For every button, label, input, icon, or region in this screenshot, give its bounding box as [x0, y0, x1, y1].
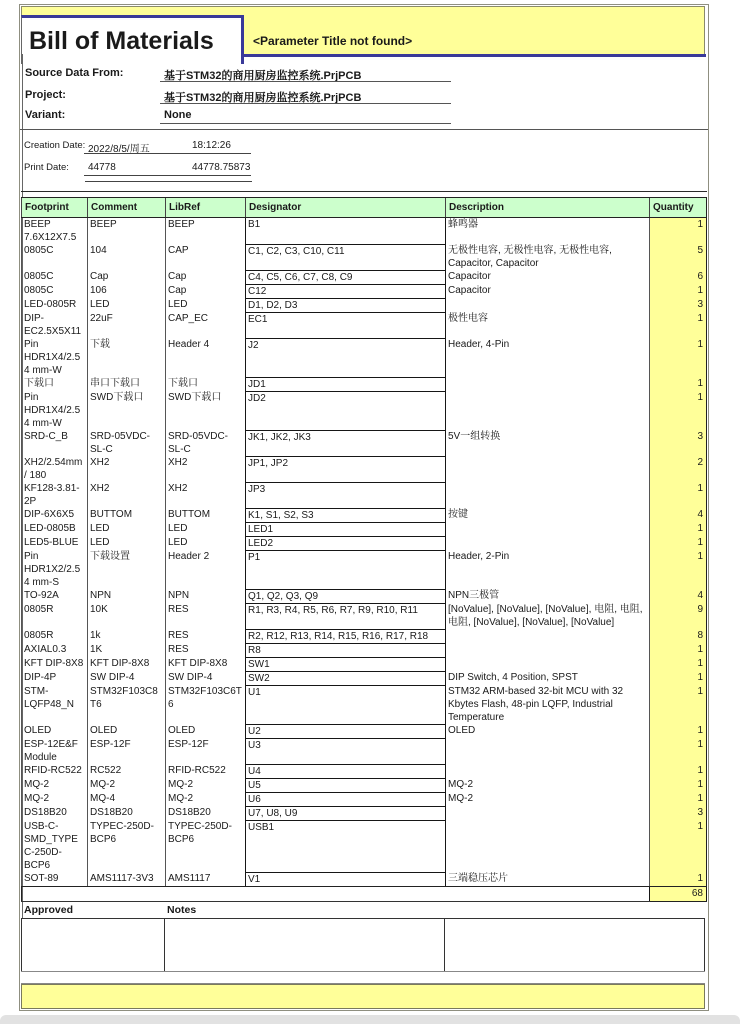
cell-quantity: 1	[650, 522, 707, 536]
bom-row	[22, 430, 707, 456]
project-value: 基于STM32的商用厨房监控系统.PrjPCB	[160, 89, 451, 104]
cell-quantity: 1	[650, 550, 707, 589]
creation-date-value: 2022/8/5/周五	[88, 144, 150, 155]
cell-quantity: 8	[650, 629, 707, 643]
cell-libref: ESP-12F	[166, 738, 246, 764]
cell-comment: 下载设置	[88, 550, 166, 589]
cell-designator: JD1	[246, 377, 446, 391]
cell-footprint: RFID-RC522	[22, 764, 88, 778]
cell-designator: U5	[246, 778, 446, 792]
bom-row	[22, 391, 707, 430]
cell-libref: Header 2	[166, 550, 246, 589]
cell-comment: 106	[88, 284, 166, 298]
cell-description	[446, 456, 650, 482]
cell-description	[446, 738, 650, 764]
cell-footprint: Pin HDR1X4/2.54 mm-W	[22, 338, 88, 377]
cell-description: 极性电容	[446, 312, 650, 338]
cell-designator: P1	[246, 550, 446, 589]
bom-row	[22, 338, 707, 377]
window-edge-bar	[0, 1015, 740, 1024]
cell-comment: RC522	[88, 764, 166, 778]
cell-designator: V1	[246, 872, 446, 886]
cell-quantity: 6	[650, 270, 707, 284]
cell-designator: JK1, JK2, JK3	[246, 430, 446, 456]
notes-label: Notes	[167, 903, 197, 916]
cell-comment: TYPEC-250D-BCP6	[88, 820, 166, 872]
bom-row	[22, 312, 707, 338]
cell-libref: NPN	[166, 589, 246, 603]
cell-quantity: 1	[650, 536, 707, 550]
cell-description: 5V一组转换	[446, 430, 650, 456]
cell-quantity: 1	[650, 391, 707, 430]
project-row	[20, 89, 708, 104]
cell-comment: KFT DIP-8X8	[88, 657, 166, 671]
cell-libref: KFT DIP-8X8	[166, 657, 246, 671]
cell-comment: ESP-12F	[88, 738, 166, 764]
cell-designator: B1	[246, 218, 446, 245]
cell-comment: BUTTOM	[88, 508, 166, 522]
cell-description: 三端稳压芯片	[446, 872, 650, 886]
cell-quantity: 1	[650, 872, 707, 886]
cell-footprint: SRD-C_B	[22, 430, 88, 456]
cell-designator: JD2	[246, 391, 446, 430]
section-divider	[20, 129, 708, 130]
cell-quantity: 1	[650, 724, 707, 738]
header-footprint: Footprint	[22, 198, 88, 218]
cell-footprint: 0805R	[22, 629, 88, 643]
creation-date-field	[84, 139, 251, 154]
cell-libref: DS18B20	[166, 806, 246, 820]
cell-libref: STM32F103C6T6	[166, 685, 246, 724]
bom-row	[22, 270, 707, 284]
bom-row	[22, 456, 707, 482]
bom-row	[22, 724, 707, 738]
cell-description	[446, 643, 650, 657]
bom-row	[22, 764, 707, 778]
variant-value: None	[160, 109, 451, 124]
source-label: Source Data From:	[25, 67, 124, 79]
bom-row	[22, 657, 707, 671]
cell-libref: OLED	[166, 724, 246, 738]
banner-accent-line	[242, 54, 706, 57]
cell-libref: BEEP	[166, 218, 246, 245]
cell-libref: SW DIP-4	[166, 671, 246, 685]
cell-designator: LED1	[246, 522, 446, 536]
cell-designator: D1, D2, D3	[246, 298, 446, 312]
cell-description	[446, 536, 650, 550]
bom-row	[22, 629, 707, 643]
cell-quantity: 1	[650, 312, 707, 338]
cell-comment: LED	[88, 298, 166, 312]
cell-designator: R8	[246, 643, 446, 657]
cell-footprint: TO-92A	[22, 589, 88, 603]
approved-box	[22, 919, 165, 979]
cell-footprint: 0805C	[22, 244, 88, 270]
approved-label: Approved	[24, 903, 74, 916]
bom-row	[22, 508, 707, 522]
cell-libref: 下载口	[166, 377, 246, 391]
bom-rows	[22, 218, 707, 887]
cell-quantity: 1	[650, 284, 707, 298]
cell-description: DIP Switch, 4 Position, SPST	[446, 671, 650, 685]
cell-libref: XH2	[166, 456, 246, 482]
bom-header-row	[22, 198, 707, 218]
cell-quantity: 9	[650, 603, 707, 629]
cell-footprint: USB-C-SMD_TYPEC-250D-BCP6	[22, 820, 88, 872]
cell-description: Header, 2-Pin	[446, 550, 650, 589]
bom-row	[22, 603, 707, 629]
cell-description: STM32 ARM-based 32-bit MCU with 32 Kbytes Flash, 48-pin LQFP, Industrial Temperature	[446, 685, 650, 724]
cell-libref: Cap	[166, 284, 246, 298]
cell-designator: C12	[246, 284, 446, 298]
cell-libref: BUTTOM	[166, 508, 246, 522]
cell-designator: U3	[246, 738, 446, 764]
cell-libref: LED	[166, 522, 246, 536]
cell-comment: AMS1117-3V3	[88, 872, 166, 886]
cell-libref: AMS1117	[166, 872, 246, 886]
cell-comment: 10K	[88, 603, 166, 629]
cell-libref: MQ-2	[166, 792, 246, 806]
cell-designator: SW2	[246, 671, 446, 685]
bom-row	[22, 298, 707, 312]
cell-quantity: 3	[650, 430, 707, 456]
cell-footprint: Pin HDR1X4/2.54 mm-W	[22, 391, 88, 430]
cell-libref: LED	[166, 298, 246, 312]
cell-quantity: 1	[650, 778, 707, 792]
cell-comment: SW DIP-4	[88, 671, 166, 685]
cell-quantity: 3	[650, 806, 707, 820]
cell-description	[446, 806, 650, 820]
page-title: Bill of Materials	[29, 26, 214, 55]
cell-description: 蜂鸣器	[446, 218, 650, 245]
cell-comment: SWD下载口	[88, 391, 166, 430]
bom-table	[21, 197, 707, 902]
cell-libref: XH2	[166, 482, 246, 508]
cell-description: 按键	[446, 508, 650, 522]
empty-date-underline	[85, 181, 252, 182]
cell-description: MQ-2	[446, 792, 650, 806]
bom-row	[22, 792, 707, 806]
cell-libref: RES	[166, 643, 246, 657]
cell-description	[446, 298, 650, 312]
bom-row	[22, 218, 707, 245]
cell-footprint: Pin HDR1X2/2.54 mm-S	[22, 550, 88, 589]
header-designator: Designator	[246, 198, 446, 218]
cell-designator: LED2	[246, 536, 446, 550]
bom-row	[22, 536, 707, 550]
cell-footprint: BEEP 7.6X12X7.5	[22, 218, 88, 245]
cell-designator: J2	[246, 338, 446, 377]
creation-date-label: Creation Date:	[24, 140, 86, 151]
cell-footprint: 0805C	[22, 270, 88, 284]
bom-row	[22, 377, 707, 391]
cell-description	[446, 482, 650, 508]
cell-description: Capacitor	[446, 284, 650, 298]
table-area	[21, 191, 707, 980]
parameter-title: <Parameter Title not found>	[253, 34, 413, 48]
bom-row	[22, 671, 707, 685]
cell-footprint: DIP-4P	[22, 671, 88, 685]
bom-row	[22, 778, 707, 792]
cell-designator: JP1, JP2	[246, 456, 446, 482]
cell-footprint: 0805R	[22, 603, 88, 629]
cell-designator: U2	[246, 724, 446, 738]
cell-comment: MQ-4	[88, 792, 166, 806]
cell-comment: SRD-05VDC-SL-C	[88, 430, 166, 456]
cell-description: Header, 4-Pin	[446, 338, 650, 377]
cell-designator: K1, S1, S2, S3	[246, 508, 446, 522]
total-quantity-cell: 68	[650, 886, 707, 901]
cell-description	[446, 764, 650, 778]
creation-date-row	[20, 139, 708, 154]
cell-footprint: DIP-6X6X5	[22, 508, 88, 522]
cell-comment: STM32F103C8T6	[88, 685, 166, 724]
creation-time-value: 18:12:26	[192, 140, 231, 151]
bottom-yellow-strip	[21, 984, 705, 1009]
cell-libref: CAP_EC	[166, 312, 246, 338]
cell-comment: Cap	[88, 270, 166, 284]
cell-designator: EC1	[246, 312, 446, 338]
cell-footprint: KFT DIP-8X8	[22, 657, 88, 671]
cell-comment: 104	[88, 244, 166, 270]
print-time-value: 44778.75873	[192, 162, 251, 173]
cell-footprint: LED5-BLUE	[22, 536, 88, 550]
cell-libref: MQ-2	[166, 778, 246, 792]
bom-row	[22, 589, 707, 603]
title-box	[21, 15, 244, 64]
cell-comment: OLED	[88, 724, 166, 738]
cell-footprint: XH2/2.54mm/ 180	[22, 456, 88, 482]
cell-designator: U7, U8, U9	[246, 806, 446, 820]
extra-box	[445, 919, 704, 979]
total-row-spacer	[22, 886, 650, 901]
bom-row	[22, 482, 707, 508]
cell-comment: 1K	[88, 643, 166, 657]
cell-comment: 串口下载口	[88, 377, 166, 391]
bom-row	[22, 522, 707, 536]
print-date-field	[84, 161, 251, 176]
cell-footprint: KF128-3.81-2P	[22, 482, 88, 508]
cell-footprint: LED-0805R	[22, 298, 88, 312]
bom-row	[22, 284, 707, 298]
cell-description	[446, 820, 650, 872]
cell-libref: TYPEC-250D-BCP6	[166, 820, 246, 872]
cell-quantity: 1	[650, 764, 707, 778]
cell-description	[446, 629, 650, 643]
header-description: Description	[446, 198, 650, 218]
cell-quantity: 4	[650, 508, 707, 522]
cell-footprint: MQ-2	[22, 792, 88, 806]
notes-box	[165, 919, 445, 979]
cell-footprint: 下载口	[22, 377, 88, 391]
print-date-row	[20, 161, 708, 176]
cell-quantity: 1	[650, 657, 707, 671]
cell-comment: XH2	[88, 456, 166, 482]
project-label: Project:	[25, 89, 66, 101]
cell-footprint: SOT-89	[22, 872, 88, 886]
cell-comment: XH2	[88, 482, 166, 508]
header-comment: Comment	[88, 198, 166, 218]
cell-libref: Header 4	[166, 338, 246, 377]
cell-libref: LED	[166, 536, 246, 550]
cell-designator: C4, C5, C6, C7, C8, C9	[246, 270, 446, 284]
cell-comment: NPN	[88, 589, 166, 603]
cell-footprint: ESP-12E&F Module	[22, 738, 88, 764]
bom-row	[22, 244, 707, 270]
cell-quantity: 1	[650, 338, 707, 377]
cell-comment: LED	[88, 536, 166, 550]
source-value: 基于STM32的商用厨房监控系统.PrjPCB	[160, 67, 451, 82]
variant-label: Variant:	[25, 109, 66, 121]
cell-designator: U1	[246, 685, 446, 724]
cell-footprint: DIP-EC2.5X5X11	[22, 312, 88, 338]
cell-designator: R2, R12, R13, R14, R15, R16, R17, R18	[246, 629, 446, 643]
cell-quantity: 1	[650, 377, 707, 391]
cell-designator: R1, R3, R4, R5, R6, R7, R9, R10, R11	[246, 603, 446, 629]
cell-description	[446, 377, 650, 391]
cell-footprint: AXIAL0.3	[22, 643, 88, 657]
cell-comment: BEEP	[88, 218, 166, 245]
cell-footprint: 0805C	[22, 284, 88, 298]
cell-quantity: 4	[650, 589, 707, 603]
cell-comment: 22uF	[88, 312, 166, 338]
cell-designator: U6	[246, 792, 446, 806]
cell-quantity: 2	[650, 456, 707, 482]
cell-footprint: DS18B20	[22, 806, 88, 820]
bom-document-page	[19, 4, 709, 1011]
cell-designator: USB1	[246, 820, 446, 872]
cell-libref: Cap	[166, 270, 246, 284]
print-date-value: 44778	[88, 162, 116, 173]
bom-row	[22, 738, 707, 764]
bottom-gap-row	[21, 971, 705, 984]
cell-libref: RFID-RC522	[166, 764, 246, 778]
header-quantity: Quantity	[650, 198, 707, 218]
cell-libref: CAP	[166, 244, 246, 270]
cell-libref: SWD下载口	[166, 391, 246, 430]
total-row	[22, 886, 707, 901]
cell-footprint: MQ-2	[22, 778, 88, 792]
cell-description	[446, 391, 650, 430]
cell-designator: SW1	[246, 657, 446, 671]
cell-description	[446, 657, 650, 671]
bom-row	[22, 550, 707, 589]
cell-quantity: 1	[650, 738, 707, 764]
footer-labels-row	[21, 902, 707, 918]
cell-comment: LED	[88, 522, 166, 536]
cell-comment: DS18B20	[88, 806, 166, 820]
cell-comment: MQ-2	[88, 778, 166, 792]
cell-quantity: 1	[650, 218, 707, 245]
cell-footprint: STM-LQFP48_N	[22, 685, 88, 724]
bom-row	[22, 820, 707, 872]
cell-designator: JP3	[246, 482, 446, 508]
cell-designator: Q1, Q2, Q3, Q9	[246, 589, 446, 603]
cell-comment: 下载	[88, 338, 166, 377]
cell-quantity: 1	[650, 671, 707, 685]
cell-description: Capacitor	[446, 270, 650, 284]
source-row	[20, 67, 708, 82]
cell-designator: C1, C2, C3, C10, C11	[246, 244, 446, 270]
bom-row	[22, 872, 707, 886]
bom-row	[22, 806, 707, 820]
cell-comment: 1k	[88, 629, 166, 643]
cell-footprint: OLED	[22, 724, 88, 738]
cell-description: 无极性电容, 无极性电容, 无极性电容, Capacitor, Capacitor	[446, 244, 650, 270]
cell-quantity: 1	[650, 685, 707, 724]
cell-designator: U4	[246, 764, 446, 778]
cell-quantity: 1	[650, 820, 707, 872]
cell-quantity: 5	[650, 244, 707, 270]
cell-footprint: LED-0805B	[22, 522, 88, 536]
cell-quantity: 1	[650, 643, 707, 657]
cell-description: OLED	[446, 724, 650, 738]
variant-row	[20, 109, 708, 124]
header-libref: LibRef	[166, 198, 246, 218]
bom-row	[22, 643, 707, 657]
cell-quantity: 1	[650, 792, 707, 806]
cell-libref: RES	[166, 603, 246, 629]
cell-quantity: 3	[650, 298, 707, 312]
cell-description	[446, 522, 650, 536]
cell-libref: RES	[166, 629, 246, 643]
print-date-label: Print Date:	[24, 162, 69, 173]
cell-description: NPN三极管	[446, 589, 650, 603]
bom-row	[22, 685, 707, 724]
cell-quantity: 1	[650, 482, 707, 508]
cell-description: [NoValue], [NoValue], [NoValue], 电阻, 电阻, 电阻, [NoValue], [NoValue], [NoValue]	[446, 603, 650, 629]
cell-libref: SRD-05VDC-SL-C	[166, 430, 246, 456]
cell-description: MQ-2	[446, 778, 650, 792]
